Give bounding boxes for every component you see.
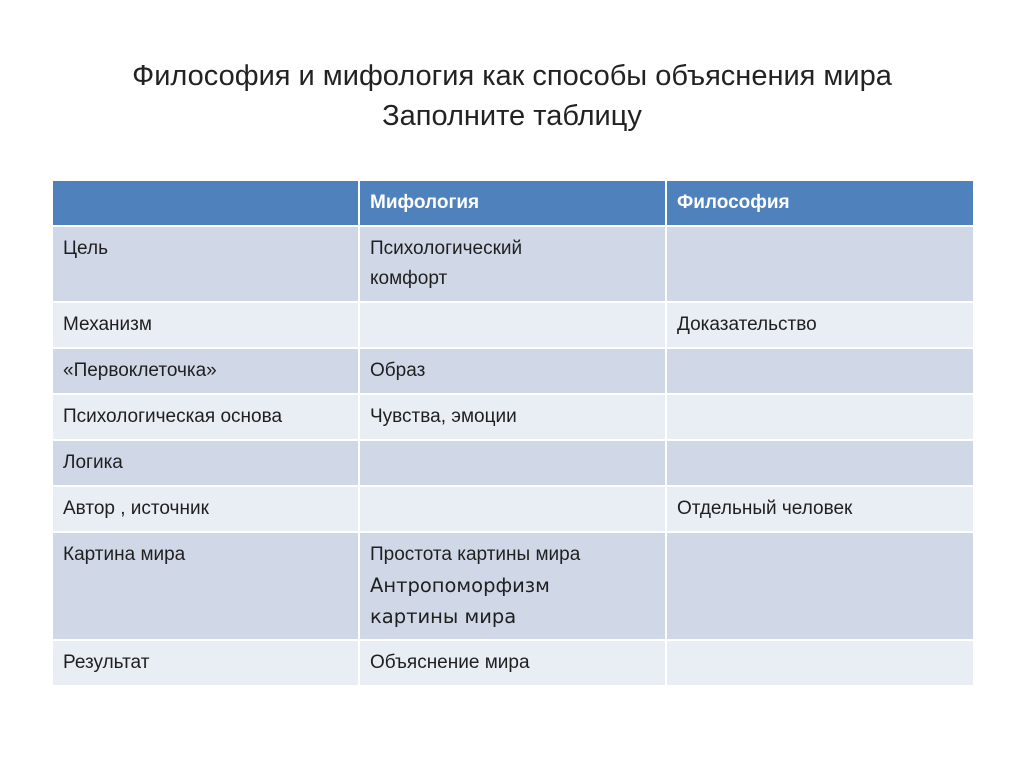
philosophy-cell: [666, 226, 974, 302]
table-row: [52, 640, 974, 686]
cell-text: Образ: [370, 360, 426, 381]
table-row: [52, 486, 974, 532]
philosophy-cell: [666, 440, 974, 486]
cell-text: Доказательство: [677, 314, 817, 335]
row-label: Механизм: [52, 302, 359, 348]
title-line-1: Философия и мифология как способы объяснения мира: [132, 60, 892, 92]
header-cell-philosophy: Философия: [666, 180, 974, 226]
cell-text: Отдельный человек: [677, 498, 853, 519]
cell-text: Антропоморфизм: [370, 574, 550, 597]
cell-text: Психологический: [370, 238, 523, 259]
row-label: «Первоклеточка»: [52, 348, 359, 394]
philosophy-cell: [666, 348, 974, 394]
mythology-cell: [359, 640, 666, 686]
mythology-cell: [359, 226, 666, 302]
mythology-cell: [359, 532, 666, 640]
philosophy-cell: [666, 486, 974, 532]
header-cell-empty: [52, 180, 359, 226]
comparison-table: [51, 179, 975, 687]
mythology-cell: [359, 348, 666, 394]
mythology-cell: [359, 440, 666, 486]
table-row: [52, 394, 974, 440]
philosophy-cell: [666, 532, 974, 640]
slide-title: [60, 56, 964, 136]
table-row: [52, 532, 974, 640]
row-label: Автор , источник: [52, 486, 359, 532]
row-label: Логика: [52, 440, 359, 486]
mythology-cell: [359, 394, 666, 440]
table-row: [52, 302, 974, 348]
row-label: Психологическая основа: [52, 394, 359, 440]
table-row: [52, 348, 974, 394]
philosophy-cell: [666, 640, 974, 686]
mythology-cell: [359, 486, 666, 532]
row-label: Цель: [52, 226, 359, 302]
row-label: Результат: [52, 640, 359, 686]
cell-text: Чувства, эмоции: [370, 406, 517, 427]
mythology-cell: [359, 302, 666, 348]
philosophy-cell: [666, 302, 974, 348]
philosophy-cell: [666, 394, 974, 440]
row-label: Картина мира: [52, 532, 359, 640]
cell-text: Простота картины мира: [370, 544, 581, 565]
cell-text: комфорт: [370, 268, 448, 289]
cell-text: Объяснение мира: [370, 652, 530, 673]
cell-text: картины мира: [370, 605, 517, 628]
table-row: [52, 440, 974, 486]
table-header-row: [52, 180, 974, 226]
table-row: [52, 226, 974, 302]
header-cell-mythology: Мифология: [359, 180, 666, 226]
title-line-2: Заполните таблицу: [382, 100, 642, 132]
